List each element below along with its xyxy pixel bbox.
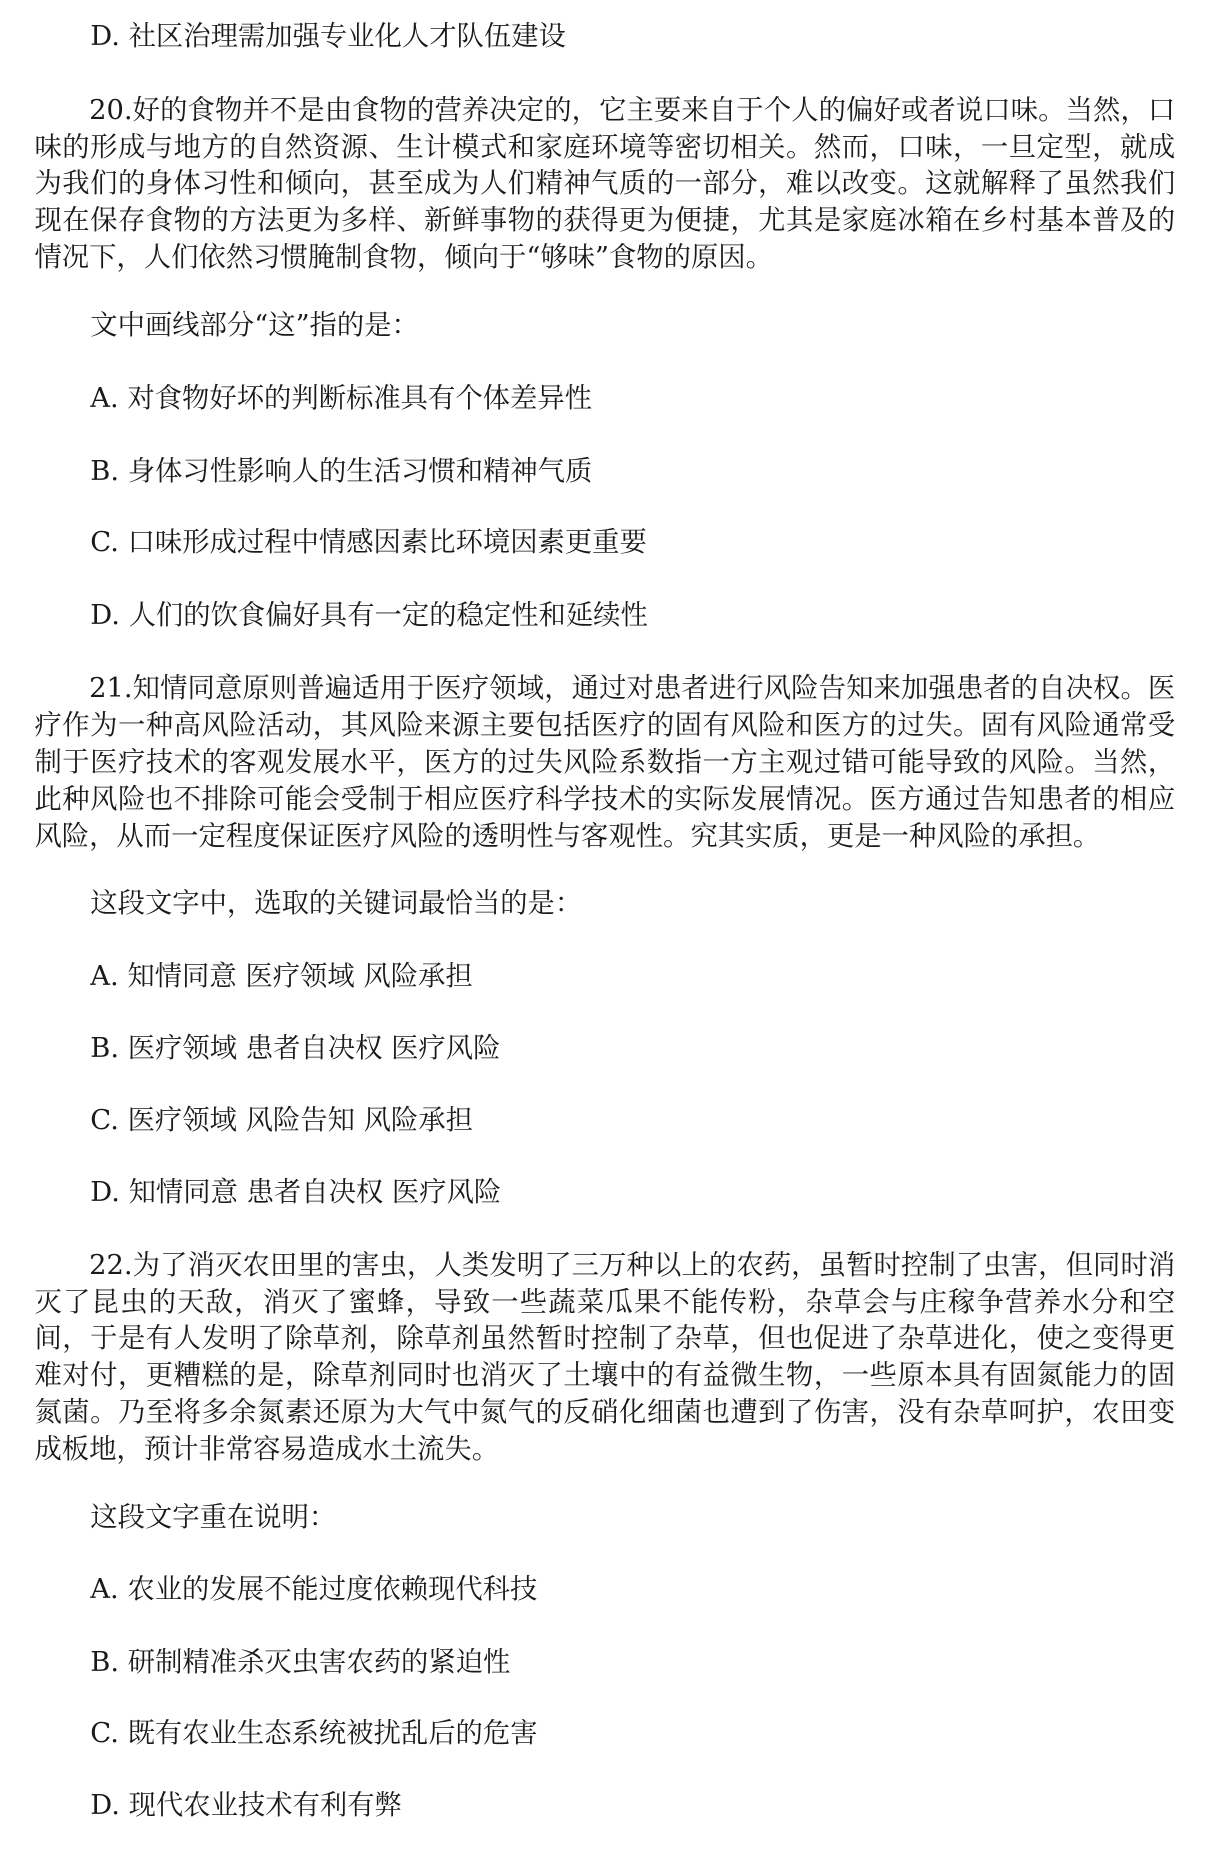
q19-option-d: D. 社区治理需加强专业化人才队伍建设 [90, 21, 566, 52]
q20-stem: 文中画线部分“这”指的是： [90, 309, 419, 341]
q21-option-d: D. 知情同意 患者自决权 医疗风险 [90, 1177, 502, 1209]
q20-option-b: B. 身体习性影响人的生活习惯和精神气质 [90, 455, 593, 487]
q21-stem: 这段文字中，选取的关键词最恰当的是： [90, 888, 583, 920]
q20-option-c: C. 口味形成过程中情感因素比环境因素更重要 [90, 527, 647, 559]
q21-option-c: C. 医疗领域 风险告知 风险承担 [90, 1104, 473, 1136]
q20-option-d: D. 人们的饮食偏好具有一定的稳定性和延续性 [90, 599, 648, 631]
q22-option-d: D. 现代农业技术有利有弊 [90, 1790, 402, 1822]
q21-option-a: A. 知情同意 医疗领域 风险承担 [90, 960, 473, 992]
q20-passage: 20.好的食物并不是由食物的营养决定的，它主要来自于个人的偏好或者说口味。当然，口味的形成与地方的自然资源、生计模式和家庭环境等密切相关。然而，口味，一旦定型，就成为我们的身体习性和倾向，甚至成为人们精神气质的一部分，难以改变。这就解释了虽然我们现在保存食物的方法更为多样、新鲜事物的获得更为便捷，尤其是家庭冰箱在乡村基本普及的情况下，人们依然习惯腌制食物，倾向于“够味”食物的原因。 [34, 94, 1176, 274]
q22-option-b: B. 研制精准杀灭虫害农药的紧迫性 [90, 1646, 511, 1678]
q20-option-a: A. 对食物好坏的判断标准具有个体差异性 [90, 383, 592, 415]
q22-option-c: C. 既有农业生态系统被扰乱后的危害 [90, 1717, 538, 1749]
q21-option-b: B. 医疗领域 患者自决权 医疗风险 [90, 1033, 501, 1065]
q21-passage: 21.知情同意原则普遍适用于医疗领域，通过对患者进行风险告知来加强患者的自决权。医疗作为一种高风险活动，其风险来源主要包括医疗的固有风险和医方的过失。固有风险通常受制于医疗技术的客观发展水平，医方的过失风险系数指一方主观过错可能导致的风险。当然，此种风险也不排除可能会受制于相应医疗科学技术的实际发展情况。医方通过告知患者的相应风险，从而一定程度保证医疗风险的透明性与客观性。究其实质，更是一种风险的承担。 [34, 673, 1176, 852]
q22-stem: 这段文字重在说明： [90, 1501, 337, 1533]
q22-option-a: A. 农业的发展不能过度依赖现代科技 [90, 1574, 538, 1606]
q22-passage: 22.为了消灭农田里的害虫，人类发明了三万种以上的农药，虽暂时控制了虫害，但同时消灭了昆虫的天敌，消灭了蜜蜂，导致一些蔬菜瓜果不能传粉，杂草会与庄稼争营养水分和空间，于是有人发明了除草剂，除草剂虽然暂时控制了杂草，但也促进了杂草进化，使之变得更难对付，更糟糕的是，除草剂同时也消灭了土壤中的有益微生物，一些原本具有固氮能力的固氮菌。乃至将多余氮素还原为大气中氮气的反硝化细菌也遭到了伤害，没有杂草呵护，农田变成板地，预计非常容易造成水土流失。 [34, 1249, 1176, 1465]
